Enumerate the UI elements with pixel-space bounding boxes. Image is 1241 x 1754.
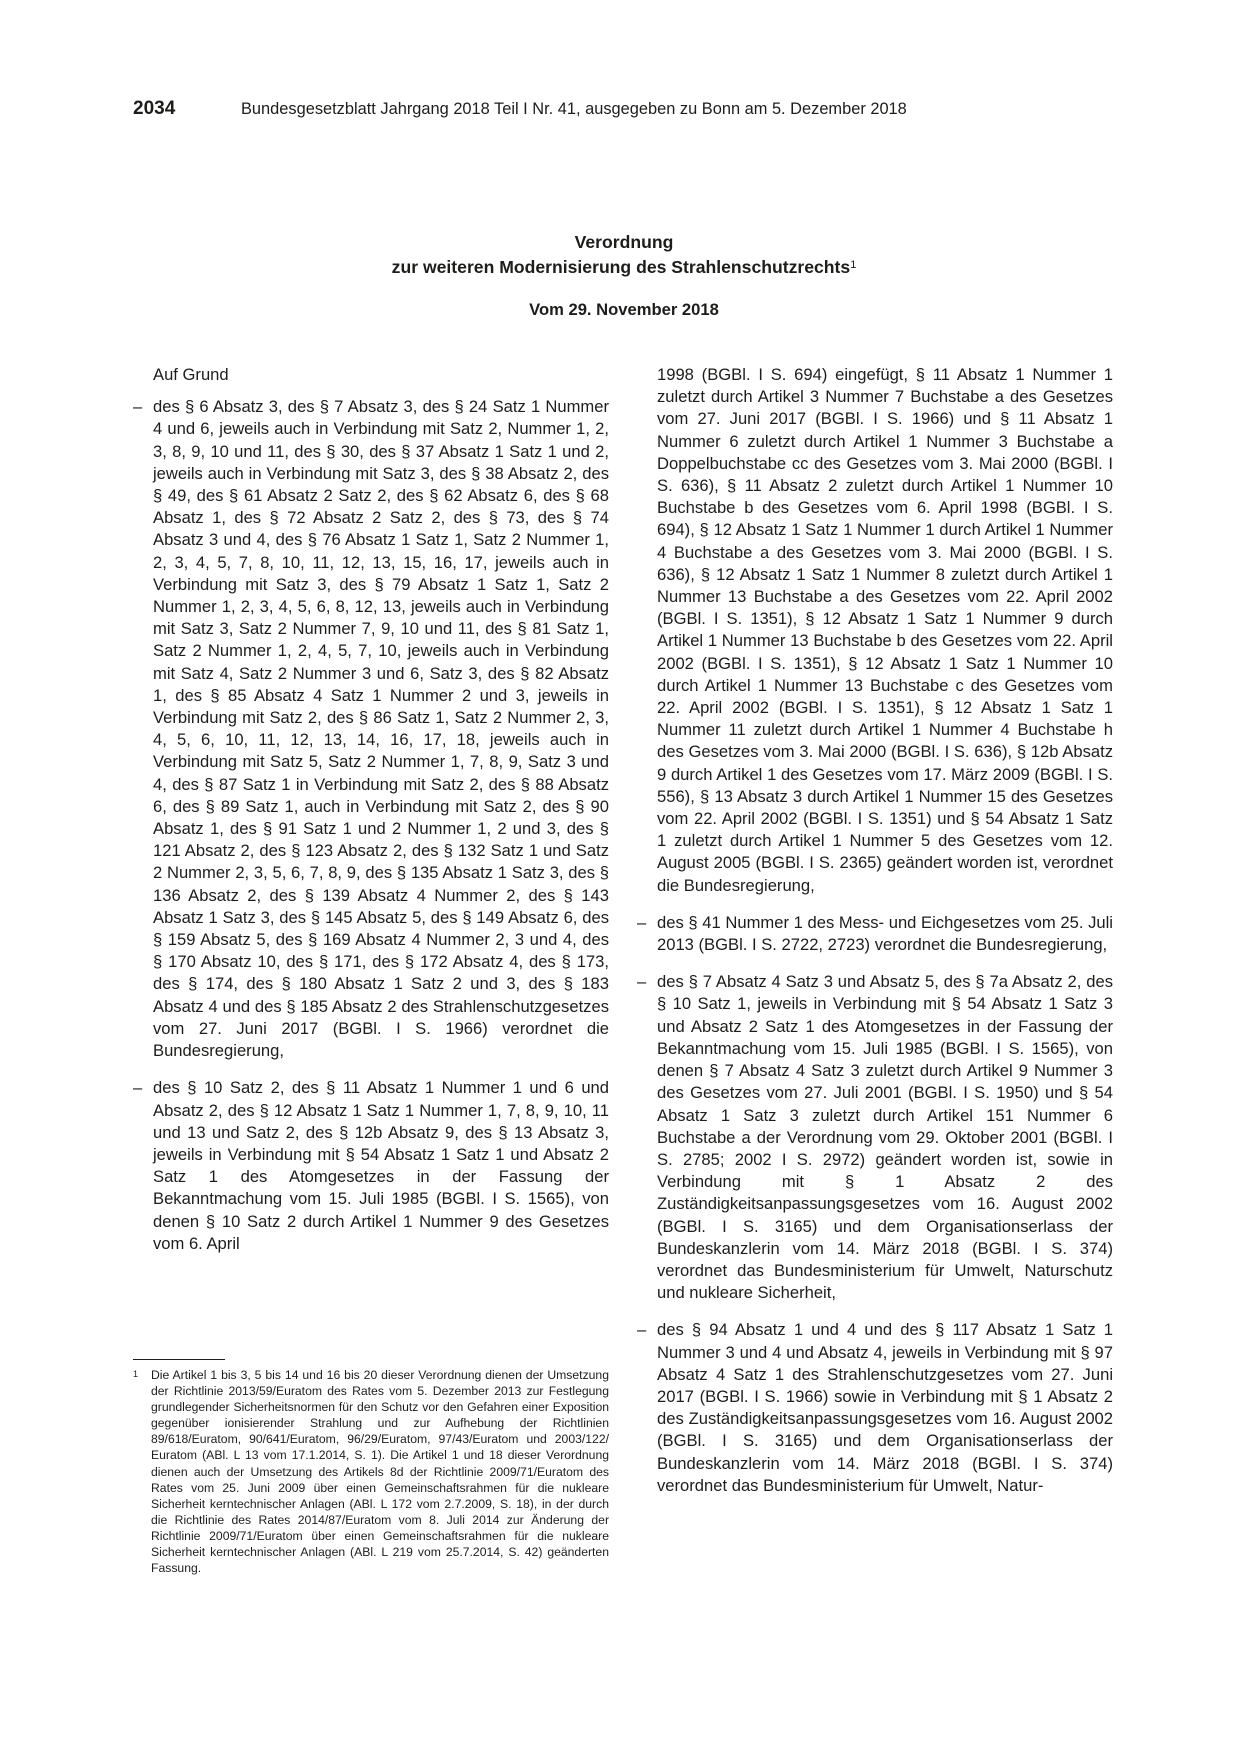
running-header [133,98,1013,128]
dash-bullet: – [637,912,647,932]
header-title: Bundesgesetzblatt Jahrgang 2018 Teil I Nr. 41, ausgegeben zu Bonn am 5. Dezember 2018 [241,100,907,118]
dash-bullet: – [133,397,143,417]
dash-bullet: – [133,1078,143,1098]
list-item [133,1077,609,1255]
title-block [133,230,1115,320]
dash-bullet: – [637,972,647,992]
list-item [133,396,609,1062]
list-item [637,912,1113,956]
right-column [637,364,1113,1512]
footnote-text: Die Artikel 1 bis 3, 5 bis 14 und 16 bis 20 dieser Verordnung dienen der Umsetzung der Richtlinie 2013/59/Euratom des Rates vom 5. Dezember 2013 zur Festlegung grundlegender Sicherheitsnormen für den Schutz vor den Gefahren einer Exposition gegenüber ionisierender Strahlung und zur Aufhebung der Richtlinien 89/618/Euratom, 90/641/Euratom, 96/29/Euratom, 97/43/Euratom und 2003/122/ Euratom (ABl. L 13 vom 17.1.2014, S. 1). Die Artikel 1 und 18 dieser Verordnung dienen auch der Umsetzung des Artikels 8d der Richtlinie 2009/71/Euratom des Rates vom 25. Juni 2009 über einen Gemeinschaftsrahmen für die nukleare Sicherheit kerntechnischer Anlagen (ABl. L 172 vom 2.7.2009, S. 18), in der durch die Richtlinie des Rates 2014/87/Euratom vom 8. Juli 2014 zur Änderung der Richtlinie 2009/71/Euratom über einen Gemeinschaftsrahmen für die nukleare Sicherheit kerntechnischer Anlagen (ABl. L 219 vom 25.7.2014, S. 42) geänderten Fassung. [151,1368,609,1576]
continued-text: 1998 (BGBl. I S. 694) eingefügt, § 11 Absatz 1 Nummer 1 zuletzt durch Artikel 3 Nummer 7 Buchstabe a des Gesetzes vom 27. Juni 2017 (BGBl. I S. 1966) und § 11 Absatz 1 Nummer 6 zuletzt durch Artikel 1 Nummer 3 Buchstabe a Doppelbuchstabe cc des Gesetzes vom 3. Mai 2000 (BGBl. I S. 636), § 11 Absatz 2 zuletzt durch Artikel 1 Nummer 10 Buchstabe b des Gesetzes vom 6. April 1998 (BGBl. I S. 694), § 12 Absatz 1 Satz 1 Nummer 1 durch Artikel 1 Nummer 4 Buchstabe a des Gesetzes vom 3. Mai 2000 (BGBl. I S. 636), § 12 Absatz 1 Satz 1 Nummer 8 zuletzt durch Artikel 1 Nummer 13 Buchstabe a des Gesetzes vom 22. April 2002 (BGBl. I S. 1351), § 12 Absatz 1 Satz 1 Nummer 9 durch Artikel 1 Nummer 13 Buchstabe b des Gesetzes vom 22. April 2002 (BGBl. I S. 1351), § 12 Absatz 1 Satz 1 Nummer 10 durch Artikel 1 Nummer 13 Buchstabe c des Gesetzes vom 22. April 2002 (BGBl. I S. 1351), § 12 Absatz 1 Satz 1 Nummer 11 zuletzt durch Artikel 1 Nummer 4 Buchstabe h des Gesetzes vom 3. Mai 2000 (BGBl. I S. 636), § 12b Absatz 9 durch Artikel 1 des Gesetzes vom 17. März 2009 (BGBl. I S. 556), § 13 Absatz 3 durch Artikel 1 Nummer 15 des Gesetzes vom 22. April 2002 (BGBl. I S. 1351) und § 54 Absatz 1 Satz 1 zuletzt durch Artikel 1 Nummer 5 des Gesetzes vom 12. August 2005 (BGBl. I S. 2365) geändert worden ist, verordnet die Bundesregierung, [657,365,1113,895]
list-item [637,1319,1113,1497]
intro-text: Auf Grund [153,365,229,384]
document-title-line2 [133,255,1115,280]
left-column [133,364,609,1270]
page-number: 2034 [133,98,176,119]
list-item-text: des § 7 Absatz 4 Satz 3 und Absatz 5, des § 7a Absatz 2, des § 10 Satz 1, jeweils in Verbindung mit § 54 Absatz 1 Satz 3 und Absatz 2 Satz 1 des Atomgesetzes in der Fassung der Bekanntmachung vom 15. Juli 1985 (BGBl. I S. 1565), von denen § 7 Absatz 4 Satz 3 zuletzt durch Artikel 9 Nummer 3 des Gesetzes vom 27. Juli 2001 (BGBl. I S. 1950) und § 54 Absatz 1 Satz 3 zuletzt durch Artikel 151 Nummer 6 Buchstabe a der Verordnung vom 29. Oktober 2001 (BGBl. I S. 2785; 2002 I S. 2972) geändert worden ist, sowie in Verbindung mit § 1 Absatz 2 des Zuständigkeitsanpassungsgesetzes vom 16. August 2002 (BGBl. I S. 3165) und dem Organisationserlass der Bundeskanzlerin vom 14. März 2018 (BGBl. I S. 374) verordnet das Bundesministerium für Umwelt, Naturschutz und nukleare Sicherheit, [657,972,1113,1303]
footnote [133,1367,609,1576]
document-title-line1: Verordnung [574,232,674,252]
document-title-text: zur weiteren Modernisierung des Strahlenschutzrechts [391,257,851,277]
footnote-reference[interactable]: 1 [850,259,857,271]
list-item-text: des § 6 Absatz 3, des § 7 Absatz 3, des § 24 Satz 1 Nummer 4 und 6, jeweils auch in Verbindung mit Satz 2, Nummer 1, 2, 3, 8, 9, 10 und 11, des § 30, des § 37 Absatz 1 Satz 1 und 2, jeweils auch in Verbindung mit Satz 3, des § 38 Absatz 2, des § 49, des § 61 Absatz 2 Satz 2, des § 62 Absatz 6, des § 68 Absatz 1, des § 72 Absatz 2 Satz 2, des § 73, des § 74 Absatz 3 und 4, des § 76 Absatz 1 Satz 1, Satz 2 Nummer 1, 2, 3, 4, 5, 7, 8, 10, 11, 12, 13, 15, 16, 17, jeweils auch in Verbindung mit Satz 3, des § 79 Absatz 1 Satz 1, Satz 2 Nummer 1, 2, 3, 4, 5, 6, 8, 12, 13, jeweils auch in Verbindung mit Satz 3, Satz 2 Nummer 7, 9, 10 und 11, des § 81 Satz 1, Satz 2 Nummer 1, 2, 4, 5, 7, 10, jeweils auch in Verbindung mit Satz 4, Satz 2 Nummer 3 und 6, Satz 3, des § 82 Absatz 1, des § 85 Absatz 4 Satz 1 Nummer 2 und 3, jeweils in Verbindung mit Satz 2, des § 86 Satz 1, Satz 2 Nummer 2, 3, 4, 5, 6, 10, 11, 12, 13, 14, 16, 17, 18, jeweils auch in Verbindung mit Satz 5, Satz 2 Nummer 1, 7, 8, 9, Satz 3 und 4, des § 87 Satz 1 in Verbindung mit Satz 2, des § 88 Absatz 6, des § 89 Satz 1, auch in Verbindung mit Satz 2, des § 90 Absatz 1, des § 91 Satz 1 und 2 Nummer 1, 2 und 3, des § 121 Absatz 2, des § 123 Absatz 2, des § 132 Satz 1 und Satz 2 Nummer 2, 3, 5, 6, 7, 8, 9, des § 135 Absatz 1 Satz 3, des § 136 Absatz 2, des § 139 Absatz 4 Nummer 2, des § 143 Absatz 1 Satz 3, des § 145 Absatz 5, des § 149 Absatz 6, des § 159 Absatz 5, des § 169 Absatz 4 Nummer 2, 3 und 4, des § 170 Absatz 10, des § 171, des § 172 Absatz 4, des § 173, des § 174, des § 180 Absatz 1 Satz 2 und 3, des § 183 Absatz 4 und des § 185 Absatz 2 des Strahlenschutzgesetzes vom 27. Juni 2017 (BGBl. I S. 1966) verordnet die Bundesregierung, [153,397,609,1061]
list-item [637,971,1113,1304]
list-item-text: des § 41 Nummer 1 des Mess- und Eichgesetzes vom 25. Juli 2013 (BGBl. I S. 2722, 2723) verordnet die Bundesregierung, [657,912,1113,955]
list-item-text: des § 94 Absatz 1 und 4 und des § 117 Absatz 1 Satz 1 Nummer 3 und 4 und Absatz 4, jeweils in Verbindung mit § 97 Absatz 4 Satz 1 des Strahlenschutzgesetzes vom 27. Juni 2017 (BGBl. I S. 1966) sowie in Verbindung mit § 1 Absatz 2 des Zuständigkeitsanpassungsgesetzes vom 16. August 2002 (BGBl. I S. 3165) und dem Organisationserlass der Bundeskanzlerin vom 14. März 2018 (BGBl. I S. 374) verordnet das Bundesministerium für Umwelt, Natur- [657,1320,1113,1495]
footnote-mark: 1 [133,1369,139,1379]
list-item-text: des § 10 Satz 2, des § 11 Absatz 1 Nummer 1 und 6 und Absatz 2, des § 12 Absatz 1 Satz 1 Nummer 1, 7, 8, 9, 10, 11 und 13 und Satz 2, des § 12b Absatz 9, des § 13 Absatz 3, jeweils in Verbindung mit § 54 Absatz 1 Satz 1 und Absatz 2 Satz 1 des Atomgesetzes in der Fassung der Bekanntmachung vom 15. Juli 1985 (BGBl. I S. 1565), von denen § 10 Satz 2 durch Artikel 1 Nummer 9 des Gesetzes vom 6. April [153,1078,609,1253]
footnote-divider [133,1359,225,1360]
document-date: Vom 29. November 2018 [529,300,719,319]
dash-bullet: – [637,1320,647,1340]
